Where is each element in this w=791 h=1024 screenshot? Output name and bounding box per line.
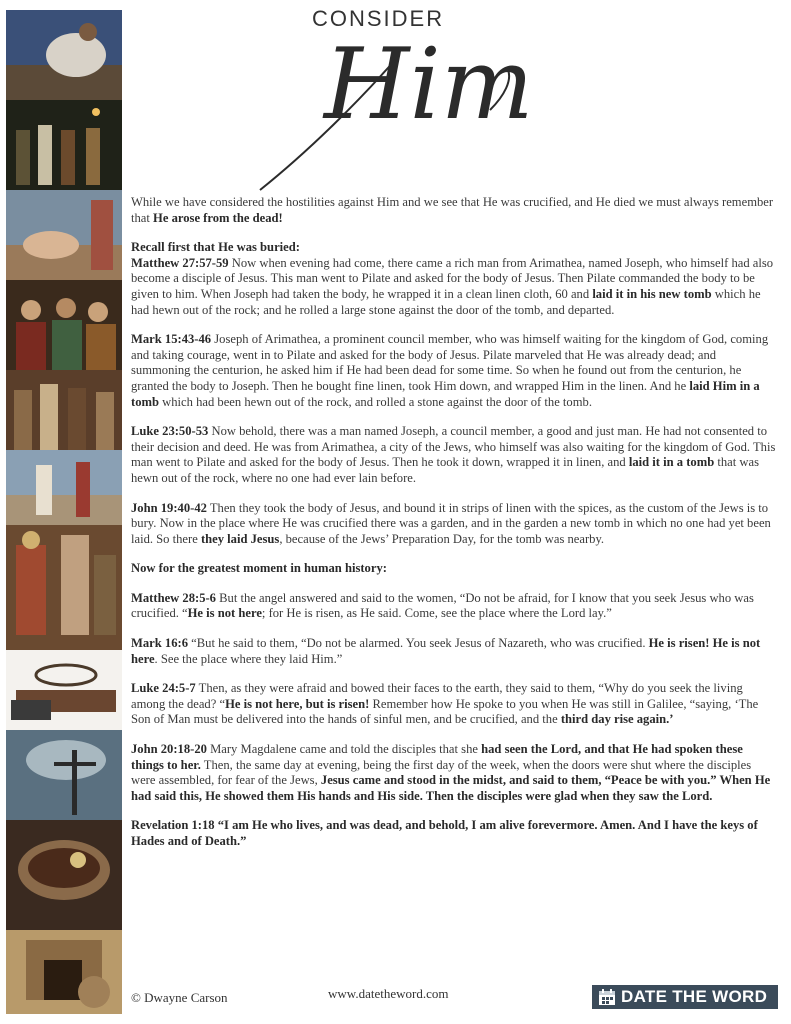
image-pilate — [6, 450, 122, 525]
verse-ref: Luke 24:5-7 — [131, 681, 196, 696]
intro-paragraph — [131, 195, 777, 226]
verse-john-19 — [131, 501, 777, 548]
consider-him-logo — [250, 0, 550, 195]
verse-text: Then, as they were afraid and bowed their faces to the earth, they said to them, “Why do you seek the living among the dead? “ — [131, 681, 743, 711]
verse-text: Joseph of Arimathea, a prominent council member, who was himself waiting for the kingdom of God, coming and taking courage, went in to Pilate and asked for the body of Jesus. Pilate marveled that He was already dead; and summoning the centurion, he asked him if He had been dead for some time. So when he found out from the centurion, he granted the body to Joseph. Then he bought fine linen, took Him down, and wrapped Him in the linen. And he — [131, 332, 769, 393]
verse-text: Remember how He spoke to you when He was still in Galilee, “saying, ‘The Son of Man must be delivered into the hands of sinful men, and be crucified, and the — [131, 696, 759, 727]
verse-john-20 — [131, 742, 777, 804]
image-garden-prayer — [6, 10, 122, 100]
intro-text: While we have considered the hostilities against Him and we see that He was crucified, and He died we must always remember that — [131, 195, 774, 225]
verse-bold: third day rise again.’ — [560, 712, 674, 727]
burial-block — [131, 240, 777, 318]
verse-bold: they laid Jesus — [200, 531, 280, 546]
verse-text: that was hewn out of the rock, where no one had ever lain before. — [131, 455, 759, 485]
verse-ref: Luke 23:50-53 — [131, 424, 209, 439]
intro-bold: He arose from the dead! — [153, 210, 283, 225]
logo-text: DATE THE WORD — [621, 987, 768, 1006]
image-empty-tomb — [6, 930, 122, 1014]
verse-text: which he had hewn out of the rock; and he rolled a large stone against the door of the tomb, and departed. — [131, 286, 761, 317]
verse-mark-16 — [131, 636, 777, 667]
website-url: www.datetheword.com — [328, 986, 449, 1001]
copyright: © Dwayne Carson — [131, 990, 228, 1005]
verse-bold: “I am He who lives, and was dead, and behold, I am alive forevermore. Amen. And I have the keys of Hades and of Death.” — [131, 818, 758, 848]
verse-bold: He is not here, but is risen! — [225, 696, 370, 711]
verse-ref: Matthew 27:57-59 — [131, 255, 229, 270]
section-heading-buried: Recall first that He was buried: — [131, 240, 300, 255]
verse-bold: He is not here — [187, 606, 262, 621]
consider-text: CONSIDER — [312, 6, 445, 31]
calendar-icon — [598, 988, 616, 1006]
image-strip — [6, 10, 122, 1014]
him-text: Him — [324, 28, 534, 142]
verse-matthew-28 — [131, 591, 777, 622]
verse-bold: Jesus came and stood in the midst, and said to them, “Peace be with you.” When He had said this, He showed them His hands and His side. Then the disciples were glad when they saw the Lord. — [131, 773, 771, 803]
verse-ref: Revelation 1:18 — [131, 818, 215, 833]
image-betrayal-crowd — [6, 100, 122, 190]
verse-text: But the angel answered and said to the women, “Do not be afraid, for I know that you seek Jesus who was crucified. “ — [131, 590, 754, 621]
verse-text: Then, the same day at evening, being the first day of the week, when the doors were shut where the disciples were assembled, for fear of the Jews, — [131, 757, 752, 788]
verse-ref: John 20:18-20 — [131, 742, 207, 757]
verse-text: Now behold, there was a man named Joseph, a council member, a good and just man. He had not consented to their decision and deed. He was from Arimathea, a city of the Jews, who himself was also waiting for the kingdom of God. This man went to Pilate and asked for the body of Jesus. Then he took it down, wrapped it in linen, and — [131, 424, 776, 470]
image-cross-carrying — [6, 525, 122, 650]
verse-text: . See the place where they laid Him.” — [154, 651, 343, 666]
verse-text: Mary Magdalene came and told the disciples that she — [206, 742, 482, 757]
image-scourging — [6, 190, 122, 280]
verse-mark-15 — [131, 332, 777, 410]
verse-revelation-1 — [131, 818, 777, 849]
verse-bold: laid Him in a tomb — [131, 378, 760, 409]
verse-text: “But he said to them, “Do not be alarmed. You seek Jesus of Nazareth, who was crucified. — [188, 636, 649, 651]
verse-bold: laid it in his new tomb — [592, 286, 712, 301]
verse-luke-23 — [131, 424, 777, 486]
verse-ref: John 19:40-42 — [131, 500, 207, 515]
date-the-word-logo — [592, 985, 778, 1009]
verse-text: Then they took the body of Jesus, and bound it in strips of linen with the spices, as the custom of the Jews is to bury. Now in the place where He was crucified there was a garden, and in the garden a new tomb in which no one had yet been laid. So there — [131, 500, 771, 546]
image-basin — [6, 820, 122, 930]
section-heading-greatest — [131, 561, 777, 577]
verse-ref: Matthew 28:5-6 — [131, 590, 216, 605]
verse-text: which had been hewn out of the rock, and rolled a stone against the door of the tomb. — [159, 394, 592, 409]
image-mocking-soldiers — [6, 280, 122, 370]
verse-text: , because of the Jews’ Preparation Day, for the tomb was nearby. — [279, 531, 605, 546]
verse-text: Now when evening had come, there came a rich man from Arimathea, named Joseph, who himself had also become a disciple of Jesus. This man went to Pilate and asked for the body of Jesus. Then Pilate commanded the body to be given to him. When Joseph had taken the body, he wrapped it in a clean linen cloth, 60 and — [131, 255, 774, 301]
verse-bold: had seen the Lord, and that He had spoken these things to her. — [131, 742, 743, 772]
verse-ref: Mark 15:43-46 — [131, 332, 212, 347]
verse-matthew-27 — [131, 256, 777, 318]
image-crucifix-sky — [6, 730, 122, 820]
section-heading-text: Now for the greatest moment in human history: — [131, 561, 387, 576]
image-trial — [6, 370, 122, 450]
verse-luke-24 — [131, 681, 777, 728]
verse-ref: Mark 16:6 — [131, 636, 189, 651]
image-crown-of-thorns — [6, 650, 122, 730]
verse-bold: He is risen! He is not here — [131, 636, 761, 666]
article-body — [131, 195, 777, 864]
verse-bold: laid it in a tomb — [628, 455, 715, 470]
verse-text: ; for He is risen, as He said. Come, see the place where the Lord lay.” — [261, 606, 612, 621]
